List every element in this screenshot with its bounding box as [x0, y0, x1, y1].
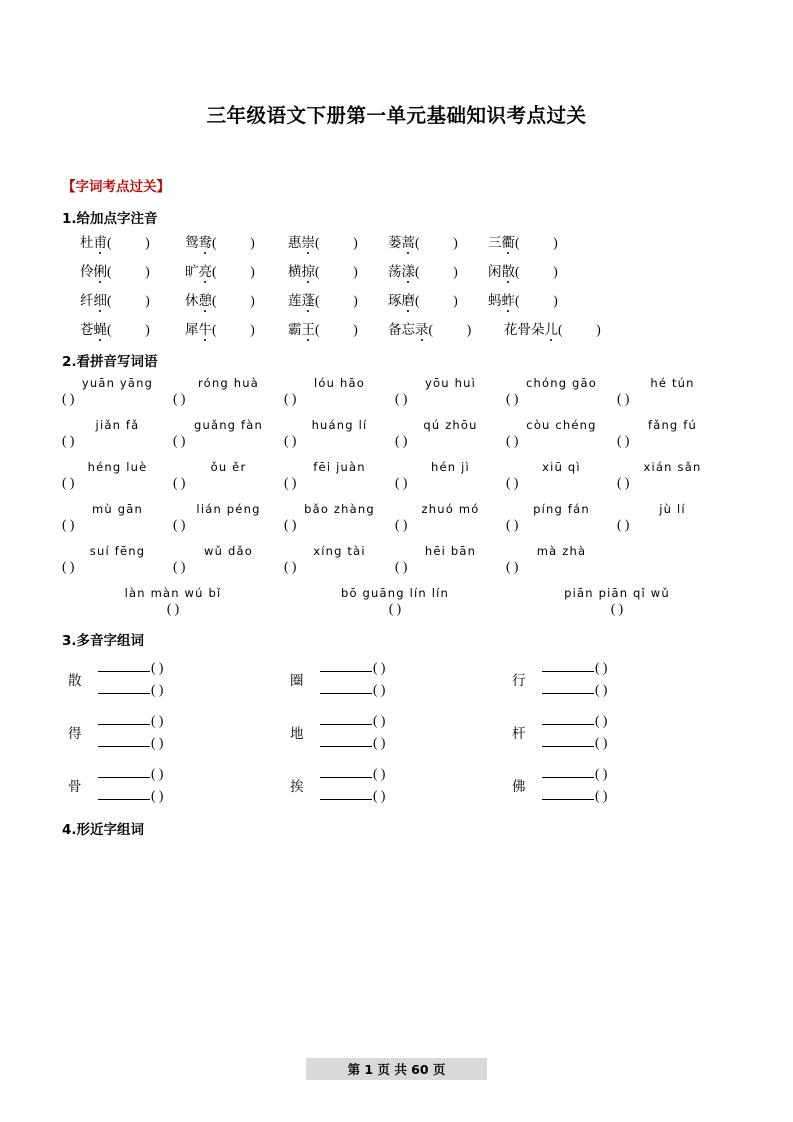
duoyin-group: [62, 659, 284, 698]
section-heading-1: 1.给加点字注音: [62, 211, 158, 227]
answer-row: [62, 433, 731, 449]
zhuyin-word: 莲蓬: [288, 289, 315, 309]
answer-blank[interactable]: ( ): [515, 264, 558, 279]
zhuyin-item: [488, 289, 558, 309]
pinyin-label: mà zhà: [536, 544, 587, 558]
zhuyin-word: 横掠: [288, 260, 315, 280]
zhuyin-row: [80, 231, 731, 251]
duoyin-row: [62, 659, 731, 698]
answer-blank[interactable]: ( ): [315, 293, 358, 308]
pinyin-label: jù lí: [659, 502, 686, 516]
answer-blank[interactable]: ( ): [542, 734, 607, 751]
duoyin-char: 地: [290, 725, 304, 741]
duoyin-char: 圈: [290, 672, 304, 688]
duoyin-lines: [98, 765, 163, 804]
duoyin-char: 佛: [512, 778, 526, 794]
pinyin-label: bō guāng lín lín: [340, 586, 450, 600]
answer-blank[interactable]: ( ): [617, 517, 630, 532]
duoyin-group: [284, 765, 506, 804]
answer-blank[interactable]: ( ): [506, 559, 519, 574]
zhuyin-item: [288, 318, 388, 338]
pinyin-label: lián péng: [196, 502, 261, 516]
pinyin-label: hén jì: [431, 460, 470, 474]
answer-blank[interactable]: ( ): [515, 293, 558, 308]
pinyin-label: hé tún: [650, 376, 695, 390]
section-heading-zici: 【字词考点过关】: [62, 179, 170, 195]
answer-blank[interactable]: ( ): [617, 433, 630, 448]
duoyin-group: [284, 712, 506, 751]
duoyin-group: [284, 659, 506, 698]
answer-blank[interactable]: ( ): [212, 322, 255, 337]
zhuyin-word: 休憩: [185, 289, 212, 309]
zhuyin-word: 杜甫: [80, 231, 107, 251]
answer-blank[interactable]: ( ): [415, 293, 458, 308]
answer-row: [62, 559, 731, 575]
duoyin-char: 骨: [68, 778, 82, 794]
answer-blank[interactable]: ( ): [62, 517, 75, 532]
zhuyin-item: [388, 260, 488, 280]
pinyin-row: [62, 460, 731, 474]
answer-blank[interactable]: ( ): [542, 712, 607, 729]
page-title: 三年级语文下册第一单元基础知识考点过关: [206, 104, 587, 127]
pinyin-row: [62, 376, 731, 390]
zhuyin-item: [288, 289, 388, 309]
zhuyin-item: [288, 231, 388, 251]
answer-blank[interactable]: ( ): [542, 681, 607, 698]
answer-blank[interactable]: ( ): [212, 264, 255, 279]
zhuyin-item: [388, 231, 488, 251]
zhuyin-word: 荡漾: [388, 260, 415, 280]
answer-blank[interactable]: ( ): [320, 659, 385, 676]
zhuyin-word: 惠崇: [288, 231, 315, 251]
pinyin-label: jiǎn fǎ: [95, 418, 140, 432]
answer-blank[interactable]: ( ): [506, 433, 519, 448]
pinyin-label: héng luè: [87, 460, 148, 474]
zhuyin-row: [80, 289, 731, 309]
duoyin-char: 散: [68, 672, 82, 688]
answer-blank[interactable]: ( ): [395, 433, 408, 448]
duoyin-lines: [320, 659, 385, 698]
answer-row: [62, 517, 731, 533]
pinyin-label: xíng tài: [313, 544, 366, 558]
duoyin-lines: [98, 659, 163, 698]
zhuyin-item: [488, 260, 558, 280]
answer-blank[interactable]: ( ): [515, 235, 558, 250]
pinyin-label: ǒu ěr: [210, 460, 247, 474]
zhuyin-word: 花骨朵儿: [504, 318, 558, 338]
duoyin-char: 行: [512, 672, 526, 688]
answer-blank[interactable]: ( ): [98, 681, 163, 698]
zhuyin-item: [185, 260, 288, 280]
answer-blank[interactable]: ( ): [395, 391, 408, 406]
answer-blank[interactable]: ( ): [62, 559, 75, 574]
pinyin-row: [62, 586, 731, 600]
answer-blank[interactable]: ( ): [107, 235, 150, 250]
zhuyin-word: 蚂蚱: [488, 289, 515, 309]
pinyin-label: zhuó mó: [421, 502, 480, 516]
zhuyin-word: 旷亮: [185, 260, 212, 280]
pinyin-row: [62, 502, 731, 516]
zhuyin-item: [185, 318, 288, 338]
answer-blank[interactable]: ( ): [107, 264, 150, 279]
answer-blank[interactable]: ( ): [395, 517, 408, 532]
duoyin-lines: [542, 659, 607, 698]
answer-blank[interactable]: ( ): [284, 391, 297, 406]
duoyin-group: [62, 712, 284, 751]
answer-blank[interactable]: ( ): [320, 734, 385, 751]
answer-blank[interactable]: ( ): [98, 765, 163, 782]
pinyin-label: qú zhōu: [423, 418, 478, 432]
zhuyin-row: [80, 318, 731, 338]
zhuyin-word: 霸王: [288, 318, 315, 338]
zhuyin-word: 备忘录: [388, 318, 429, 338]
answer-blank[interactable]: ( ): [320, 765, 385, 782]
zhuyin-word: 鸳鸯: [185, 231, 212, 251]
answer-blank[interactable]: ( ): [610, 601, 624, 616]
duoyin-lines: [320, 765, 385, 804]
answer-blank[interactable]: ( ): [284, 475, 297, 490]
zhuyin-item: [504, 318, 601, 338]
pinyin-label: yōu huì: [425, 376, 476, 390]
pinyin-label: róng huà: [198, 376, 259, 390]
answer-blank[interactable]: ( ): [62, 475, 75, 490]
pinyin-label: píng fán: [533, 502, 590, 516]
zhuyin-item: [80, 289, 185, 309]
answer-blank[interactable]: ( ): [542, 787, 607, 804]
pinyin-label: làn màn wú bǐ: [124, 586, 222, 600]
duoyin-block: [62, 659, 731, 804]
answer-row: [62, 601, 731, 617]
pinyin-label: huáng lí: [311, 418, 368, 432]
pinyin-label: hēi bān: [424, 544, 477, 558]
duoyin-group: [506, 712, 728, 751]
zhuyin-item: [80, 260, 185, 280]
zhuyin-word: 伶俐: [80, 260, 107, 280]
zhuyin-row: [80, 260, 731, 280]
answer-blank[interactable]: ( ): [173, 559, 186, 574]
pinyin-label: fēi juàn: [313, 460, 366, 474]
zhuyin-item: [80, 318, 185, 338]
duoyin-char: 得: [68, 725, 82, 741]
duoyin-char: 挨: [290, 778, 304, 794]
answer-blank[interactable]: ( ): [173, 475, 186, 490]
answer-blank[interactable]: ( ): [558, 322, 601, 337]
answer-blank[interactable]: ( ): [617, 475, 630, 490]
answer-blank[interactable]: ( ): [315, 264, 358, 279]
zhuyin-item: [288, 260, 388, 280]
section-heading-3: 3.多音字组词: [62, 633, 145, 649]
pinyin-block: [62, 376, 731, 617]
section-heading-4: 4.形近字组词: [62, 822, 145, 838]
zhuyin-item: [185, 289, 288, 309]
page-footer: [0, 1058, 793, 1080]
zhuyin-item: [185, 231, 288, 251]
zhuyin-word: 犀牛: [185, 318, 212, 338]
page-number: 第 1 页 共 60 页: [306, 1058, 488, 1080]
pinyin-label: bǎo zhàng: [304, 502, 375, 516]
answer-blank[interactable]: ( ): [98, 734, 163, 751]
pinyin-label: fǎng fú: [647, 418, 698, 432]
duoyin-lines: [542, 765, 607, 804]
answer-blank[interactable]: ( ): [415, 235, 458, 250]
duoyin-group: [506, 765, 728, 804]
answer-blank[interactable]: ( ): [173, 391, 186, 406]
answer-blank[interactable]: ( ): [395, 559, 408, 574]
answer-blank[interactable]: ( ): [388, 601, 402, 616]
pinyin-label: suí fēng: [89, 544, 146, 558]
answer-row: [62, 391, 731, 407]
answer-blank[interactable]: ( ): [542, 659, 607, 676]
answer-blank[interactable]: ( ): [617, 391, 630, 406]
answer-blank[interactable]: ( ): [166, 601, 180, 616]
duoyin-lines: [98, 712, 163, 751]
pinyin-label: mù gān: [92, 502, 143, 516]
pinyin-label: lóu hāo: [314, 376, 365, 390]
zhuyin-item: [388, 318, 504, 338]
zhuyin-word: 琢磨: [388, 289, 415, 309]
zhuyin-word: 闲散: [488, 260, 515, 280]
pinyin-label: xiū qì: [542, 460, 581, 474]
answer-blank[interactable]: ( ): [62, 433, 75, 448]
answer-blank[interactable]: ( ): [107, 293, 150, 308]
duoyin-lines: [542, 712, 607, 751]
duoyin-row: [62, 765, 731, 804]
answer-blank[interactable]: ( ): [320, 712, 385, 729]
answer-blank[interactable]: [617, 559, 728, 575]
pinyin-label: wǔ dǎo: [204, 544, 253, 558]
zhuyin-item: [388, 289, 488, 309]
duoyin-char: 杆: [512, 725, 526, 741]
pinyin-label: chóng gāo: [525, 376, 598, 390]
answer-blank[interactable]: ( ): [98, 712, 163, 729]
pinyin-label: yuān yāng: [81, 376, 154, 390]
duoyin-group: [62, 765, 284, 804]
duoyin-row: [62, 712, 731, 751]
answer-blank[interactable]: ( ): [506, 391, 519, 406]
zhuyin-word: 苍蝇: [80, 318, 107, 338]
answer-blank[interactable]: ( ): [315, 322, 358, 337]
pinyin-row: [62, 418, 731, 432]
answer-blank[interactable]: ( ): [506, 475, 519, 490]
answer-blank[interactable]: ( ): [107, 322, 150, 337]
answer-blank[interactable]: ( ): [212, 235, 255, 250]
duoyin-lines: [320, 712, 385, 751]
answer-blank[interactable]: ( ): [506, 517, 519, 532]
answer-blank[interactable]: ( ): [284, 517, 297, 532]
answer-row: [62, 475, 731, 491]
answer-blank[interactable]: ( ): [395, 475, 408, 490]
answer-blank[interactable]: ( ): [320, 681, 385, 698]
pinyin-label: guǎng fàn: [193, 418, 264, 432]
zhuyin-item: [488, 231, 558, 251]
answer-blank[interactable]: ( ): [315, 235, 358, 250]
zhuyin-item: [80, 231, 185, 251]
zhuyin-word: 三衢: [488, 231, 515, 251]
answer-blank[interactable]: ( ): [98, 787, 163, 804]
zhuyin-word: 纤细: [80, 289, 107, 309]
answer-blank[interactable]: ( ): [542, 765, 607, 782]
section-heading-2: 2.看拼音写词语: [62, 354, 158, 370]
pinyin-row: [62, 544, 731, 558]
answer-blank[interactable]: ( ): [284, 559, 297, 574]
answer-blank[interactable]: ( ): [62, 391, 75, 406]
pinyin-label: piān piān qǐ wǔ: [564, 586, 670, 600]
answer-blank[interactable]: ( ): [173, 433, 186, 448]
answer-blank[interactable]: ( ): [98, 659, 163, 676]
zhuyin-block: [80, 231, 731, 338]
zhuyin-word: 蒌蒿: [388, 231, 415, 251]
answer-blank[interactable]: ( ): [173, 517, 186, 532]
pinyin-label: còu chéng: [526, 418, 597, 432]
answer-blank[interactable]: ( ): [284, 433, 297, 448]
pinyin-label: [617, 544, 728, 558]
answer-blank[interactable]: ( ): [415, 264, 458, 279]
duoyin-group: [506, 659, 728, 698]
pinyin-label: xián sǎn: [643, 460, 702, 474]
answer-blank[interactable]: ( ): [212, 293, 255, 308]
answer-blank[interactable]: ( ): [428, 322, 472, 337]
answer-blank[interactable]: ( ): [320, 787, 385, 804]
